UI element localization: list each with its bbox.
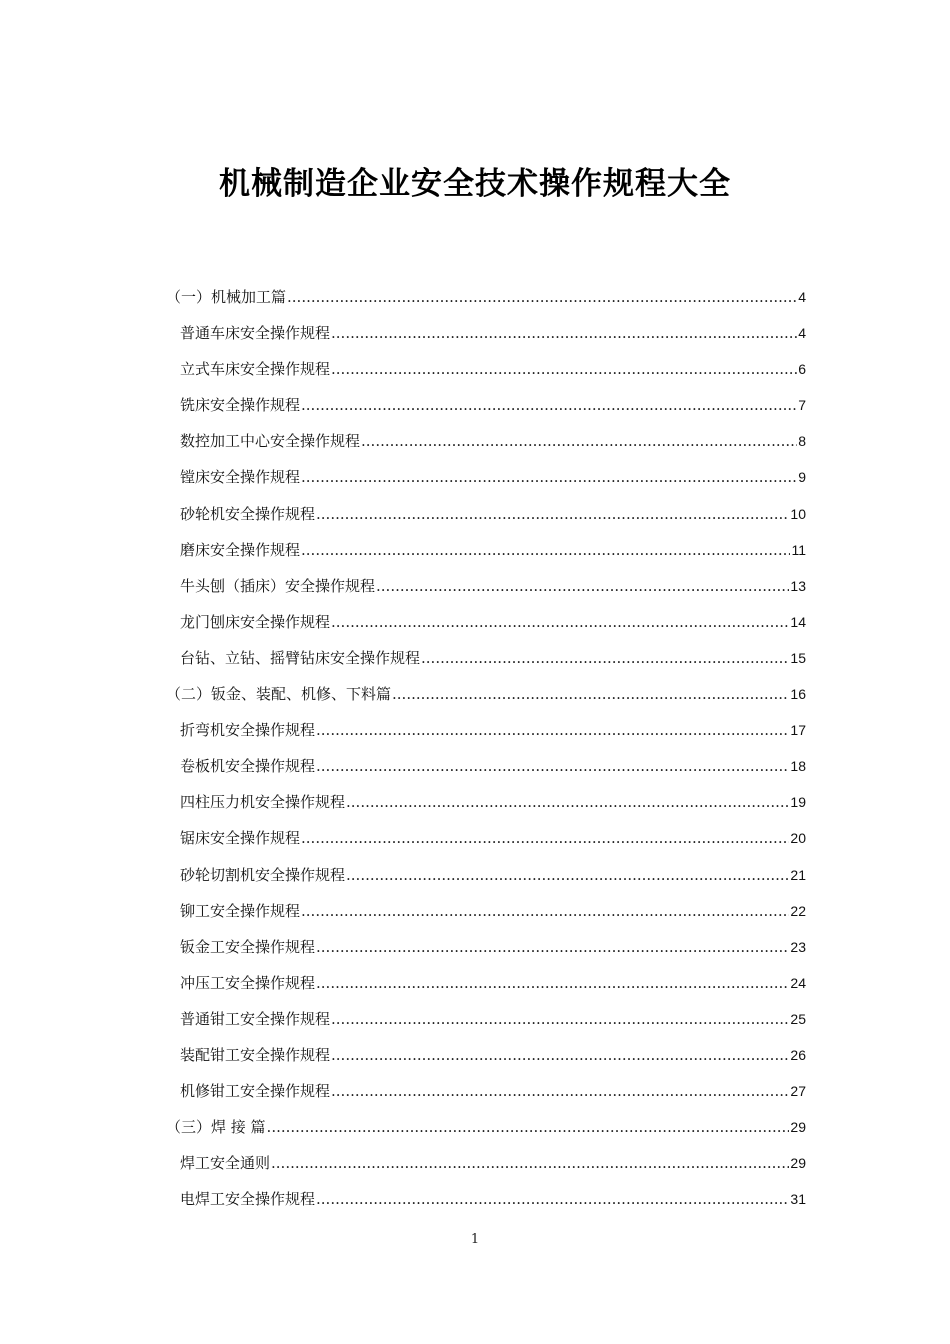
- toc-dot-leader: [331, 1079, 789, 1103]
- toc-entry-label: 砂轮切割机安全操作规程: [180, 865, 346, 884]
- toc-section-entry[interactable]: [166, 682, 806, 718]
- toc-entry[interactable]: [166, 826, 806, 862]
- table-of-contents: [166, 285, 806, 1223]
- toc-entry[interactable]: [166, 899, 806, 935]
- toc-entry-page: 13: [790, 577, 806, 594]
- toc-dot-leader: [316, 718, 789, 742]
- toc-entry[interactable]: [166, 574, 806, 610]
- toc-entry-label: 机修钳工安全操作规程: [180, 1082, 331, 1101]
- toc-entry-page: 8: [798, 433, 806, 450]
- toc-dot-leader: [346, 790, 789, 814]
- toc-entry-label: 牛头刨（插床）安全操作规程: [180, 576, 376, 595]
- toc-entry-label: 立式车床安全操作规程: [180, 360, 331, 379]
- toc-entry-page: 25: [790, 1010, 806, 1027]
- toc-entry-page: 14: [790, 613, 806, 630]
- toc-entry[interactable]: [166, 610, 806, 646]
- toc-entry[interactable]: [166, 465, 806, 501]
- toc-entry[interactable]: [166, 790, 806, 826]
- toc-entry-label: 装配钳工安全操作规程: [180, 1045, 331, 1064]
- toc-dot-leader: [316, 1187, 789, 1211]
- toc-dot-leader: [301, 899, 789, 923]
- toc-entry-label: 数控加工中心安全操作规程: [180, 432, 361, 451]
- toc-entry[interactable]: [166, 393, 806, 429]
- toc-entry-page: 29: [790, 1155, 806, 1172]
- toc-entry-label: 台钻、立钻、摇臂钻床安全操作规程: [180, 648, 421, 667]
- toc-entry-page: 11: [791, 541, 806, 558]
- toc-entry-label: 电焊工安全操作规程: [180, 1190, 316, 1209]
- toc-dot-leader: [267, 1115, 790, 1139]
- toc-entry-label: 冲压工安全操作规程: [180, 973, 316, 992]
- toc-entry-label: 折弯机安全操作规程: [180, 721, 316, 740]
- toc-entry[interactable]: [166, 971, 806, 1007]
- toc-entry-label: （二）钣金、装配、机修、下料篇: [166, 685, 392, 704]
- toc-entry-page: 15: [790, 649, 806, 666]
- toc-dot-leader: [331, 1007, 789, 1031]
- toc-entry-page: 23: [790, 938, 806, 955]
- toc-entry-page: 22: [790, 902, 806, 919]
- toc-entry-label: 磨床安全操作规程: [180, 540, 301, 559]
- toc-entry[interactable]: [166, 935, 806, 971]
- toc-entry-label: （一）机械加工篇: [166, 288, 287, 306]
- toc-entry-label: （三）焊 接 篇: [166, 1118, 266, 1137]
- toc-entry-page: 10: [790, 505, 806, 522]
- toc-entry-page: 7: [798, 397, 806, 414]
- toc-entry[interactable]: [166, 1151, 806, 1187]
- toc-entry[interactable]: [166, 1079, 806, 1115]
- toc-entry-page: 19: [790, 794, 806, 811]
- toc-entry-label: 锯床安全操作规程: [180, 829, 301, 848]
- toc-entry[interactable]: [166, 863, 806, 899]
- toc-entry-page: 17: [790, 722, 806, 739]
- toc-entry-page: 24: [790, 974, 806, 991]
- page-number: 1: [470, 1232, 480, 1247]
- toc-entry[interactable]: [166, 646, 806, 682]
- toc-dot-leader: [316, 502, 789, 526]
- toc-entry[interactable]: [166, 538, 806, 574]
- toc-entry-page: 26: [790, 1046, 806, 1063]
- toc-entry[interactable]: [166, 429, 806, 465]
- toc-entry[interactable]: [166, 754, 806, 790]
- toc-entry[interactable]: [166, 502, 806, 538]
- toc-entry-label: 普通钳工安全操作规程: [180, 1009, 331, 1028]
- toc-entry-page: 31: [790, 1191, 806, 1208]
- toc-dot-leader: [316, 971, 789, 995]
- toc-dot-leader: [376, 574, 789, 598]
- document-title: 机械制造企业安全技术操作规程大全: [219, 166, 731, 202]
- toc-dot-leader: [331, 357, 797, 381]
- toc-dot-leader: [361, 429, 797, 453]
- toc-entry-label: 铣床安全操作规程: [180, 396, 301, 415]
- toc-entry-page: 20: [790, 830, 806, 847]
- toc-entry[interactable]: [166, 718, 806, 754]
- toc-dot-leader: [301, 826, 789, 850]
- toc-entry-page: 18: [790, 758, 806, 775]
- toc-entry-page: 4: [798, 289, 806, 305]
- toc-dot-leader: [331, 610, 789, 634]
- toc-entry[interactable]: [166, 1187, 806, 1223]
- toc-entry-page: 27: [790, 1083, 806, 1100]
- toc-dot-leader: [346, 863, 789, 887]
- toc-dot-leader: [287, 285, 797, 309]
- toc-entry[interactable]: [166, 1043, 806, 1079]
- toc-entry[interactable]: [166, 1007, 806, 1043]
- toc-section-entry[interactable]: [166, 285, 806, 321]
- toc-dot-leader: [331, 321, 797, 345]
- toc-entry-label: 铆工安全操作规程: [180, 901, 301, 920]
- toc-entry-page: 21: [790, 866, 806, 883]
- toc-entry-label: 四柱压力机安全操作规程: [180, 793, 346, 812]
- toc-entry-page: 29: [790, 1119, 806, 1136]
- toc-dot-leader: [301, 393, 797, 417]
- toc-dot-leader: [421, 646, 789, 670]
- toc-dot-leader: [316, 935, 789, 959]
- toc-dot-leader: [301, 465, 797, 489]
- toc-entry-label: 钣金工安全操作规程: [180, 937, 316, 956]
- toc-entry-label: 焊工安全通则: [180, 1154, 271, 1173]
- toc-entry-label: 龙门刨床安全操作规程: [180, 612, 331, 631]
- toc-entry[interactable]: [166, 357, 806, 393]
- toc-dot-leader: [271, 1151, 789, 1175]
- toc-section-entry[interactable]: [166, 1115, 806, 1151]
- toc-entry-label: 镗床安全操作规程: [180, 468, 301, 487]
- toc-entry-label: 卷板机安全操作规程: [180, 757, 316, 776]
- toc-entry-page: 4: [798, 325, 806, 342]
- toc-entry-label: 普通车床安全操作规程: [180, 324, 331, 343]
- toc-entry-page: 16: [790, 686, 806, 703]
- toc-dot-leader: [316, 754, 789, 778]
- toc-entry-label: 砂轮机安全操作规程: [180, 504, 316, 523]
- toc-dot-leader: [301, 538, 790, 562]
- toc-entry-page: 6: [798, 361, 806, 378]
- toc-dot-leader: [331, 1043, 789, 1067]
- toc-entry[interactable]: [166, 321, 806, 357]
- toc-entry-page: 9: [798, 469, 806, 486]
- toc-dot-leader: [392, 682, 789, 706]
